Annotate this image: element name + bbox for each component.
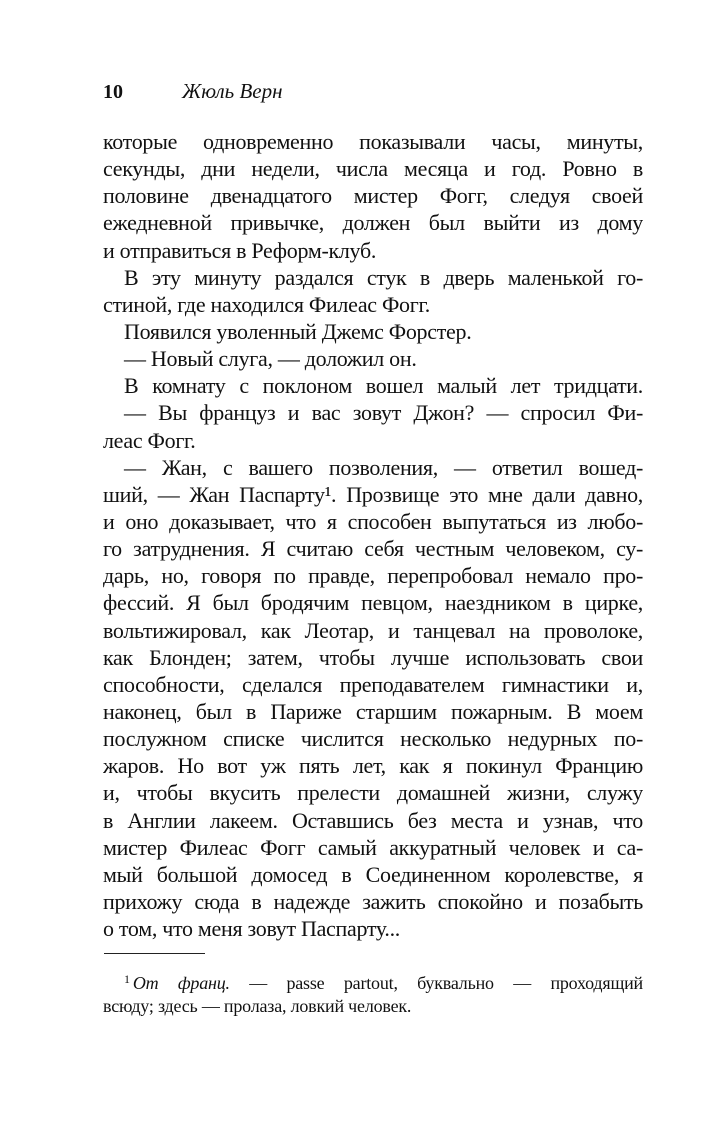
footnote-text-part: — passe partout, буквально — проходящий <box>229 973 643 993</box>
text-line: наконец, был в Париже старшим пожарным. В моем <box>103 698 643 724</box>
text-line: жаров. Но вот уж пять лет, как я покинул Францию <box>103 753 643 779</box>
footnote <box>103 966 643 1020</box>
text-line: мистер Филеас Фогг самый аккуратный человек и са- <box>103 834 643 860</box>
text-line: В эту минуту раздался стук в дверь маленькой го- <box>124 264 643 290</box>
footnote-source-label: От франц. <box>132 973 230 993</box>
text-line: ший, — Жан Паспарту¹. Прозвище это мне дали давно, <box>103 481 643 507</box>
page-number: 10 <box>103 81 123 103</box>
text-line: го затруднения. Я считаю себя честным человеком, су- <box>103 536 643 562</box>
text-line: фессий. Я был бродячим певцом, наездником в цирке, <box>103 590 643 616</box>
text-line: послужном списке числится несколько недурных по- <box>103 726 643 752</box>
running-head-author: Жюль Верн <box>182 79 283 103</box>
footnote-line-2: всюду; здесь — пролаза, ловкий человек. <box>103 996 412 1016</box>
text-line: способности, сделался преподавателем гимнастики и, <box>103 671 643 697</box>
text-line: Появился уволенный Джемс Форстер. <box>124 318 472 344</box>
text-line: — Новый слуга, — доложил он. <box>124 346 417 372</box>
page-header <box>103 79 283 106</box>
text-line: которые одновременно показывали часы, минуты, <box>103 129 643 154</box>
text-line: и, чтобы вкусить прелести домашней жизни, служу <box>103 780 643 806</box>
footnote-divider <box>104 953 205 954</box>
body-text <box>103 128 643 942</box>
footnote-marker: 1 <box>124 972 130 986</box>
footnote-line-1 <box>103 966 643 993</box>
text-line: леас Фогг. <box>103 427 196 453</box>
text-line: — Вы француз и вас зовут Джон? — спросил Фи- <box>124 400 643 426</box>
text-line: стиной, где находился Филеас Фогг. <box>103 291 430 317</box>
text-line: о том, что меня зовут Паспарту... <box>103 916 400 942</box>
text-line: в Англии лакеем. Оставшись без места и узнав, что <box>103 807 643 833</box>
text-line: — Жан, с вашего позволения, — ответил вошед- <box>124 454 643 480</box>
text-line: половине двенадцатого мистер Фогг, следуя своей <box>103 183 643 209</box>
text-line: как Блонден; затем, чтобы лучше использовать свои <box>103 644 643 670</box>
text-line: секунды, дни недели, числа месяца и год. Ровно в <box>103 156 643 182</box>
text-line: вольтижировал, как Леотар, и танцевал на проволоке, <box>103 617 643 643</box>
text-line: мый большой домосед в Соединенном королевстве, я <box>103 861 643 887</box>
text-line: ежедневной привычке, должен был выйти из дому <box>103 210 643 236</box>
text-line: дарь, но, говоря по правде, перепробовал немало про- <box>103 563 643 589</box>
text-line: В комнату с поклоном вошел малый лет тридцати. <box>124 373 643 399</box>
text-line: и оно доказывает, что я способен выпутаться из любо- <box>103 508 643 534</box>
text-line: прихожу сюда в надежде зажить спокойно и позабыть <box>103 888 643 914</box>
text-line: и отправиться в Реформ-клуб. <box>103 237 377 263</box>
